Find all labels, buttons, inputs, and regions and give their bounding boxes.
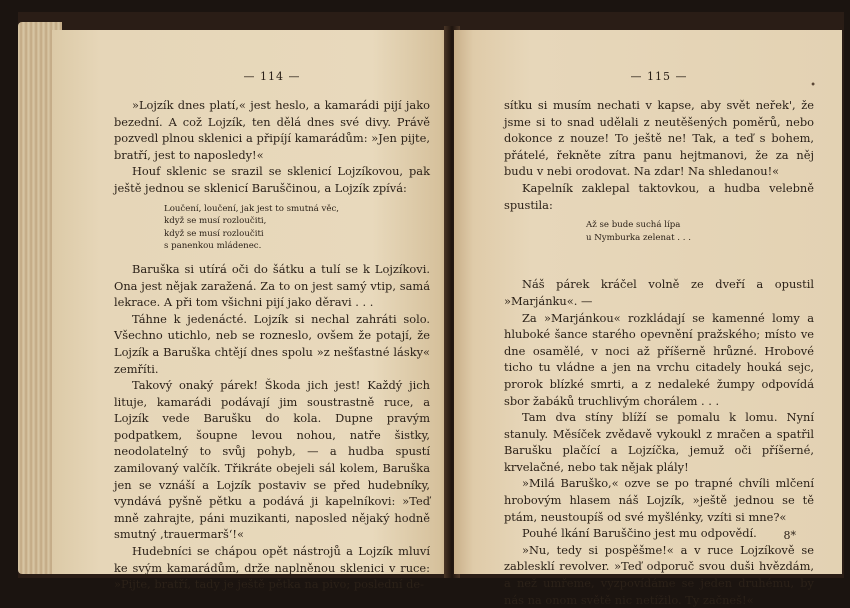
page-number: — 114 — [243, 70, 301, 83]
paragraph: Tam dva stíny blíží se pomalu k lomu. Nyní stanuly. Měsíček zvědavě vykoukl z mračen a spatřil Barušku plačící a Lojzíčka, jemuž oči příšerné, krvelačné, nebo tak nějak plály! [504, 410, 814, 474]
verse-line: u Nymburka zelenat . . . [586, 232, 691, 243]
paragraph: »Lojzík dnes platí,« jest heslo, a kamarádi pijí jako bezední. A což Lojzík, ten dělá dnes své divy. Právě pozvedl plnou sklenici a připíjí kamarádům: »Jen pijte, bratří, jest to naposledy!« [114, 98, 430, 162]
song-verse [586, 219, 814, 244]
paragraph: Kapelník zaklepal taktovkou, a hudba velebně spustila: [504, 180, 814, 212]
paragraph: Houf sklenic se srazil se sklenicí Lojzíkovou, pak ještě jednou se sklenicí Baruščinou, a Lojzík zpívá: [114, 164, 430, 195]
page-number: — 115 — [630, 70, 688, 83]
verse-line: Až se bude suchá lípa [586, 220, 681, 231]
paragraph: Takový onaký párek! Škoda jich jest! Každý jich lituje, kamarádi podávají jim soustrastně ruce, a Lojzík vede Barušku do kola. Dupne pravým podpatkem, šoupne levou nohou, natře šistky, neodolatelný to svůj pohyb, — a hudba spustí zamilovaný valčík. Třikráte obejeli sál kolem, Baruška jen se vznáší a Lojzík postaviv se před hudebníky, vyndává pyšně pětku a podává ji kapelníkovi: »Teď mně zahrajte, páni muzikanti, naposled nějaký hodně smutný ‚trauermarš‘!« [114, 378, 430, 542]
paragraph: »Nu, tedy si pospěšme!« a v ruce Lojzíkově se zablesklí revolver. »Teď odporuč svou duši hvězdám, a než umřeme, vyzpovídáme se jeden druhému, by nás na onom světě nic netížilo. Ty začneš!« [504, 542, 814, 607]
verse-line: s panenkou mládenec. [164, 241, 262, 252]
left-page [52, 30, 452, 592]
paragraph: sítku si musím nechati v kapse, aby svět neřek', že jsme si to snad udělali z neutěšených poměrů, nebo dokonce z nouze! To ještě ne! Tak, a teď s bohem, přátelé, řekněte zítra panu hejtmanovi, že za něj budu v nebi orodovat. Na zdar! Na shledanou!« [504, 98, 814, 179]
printer-signature: 8* [783, 529, 796, 542]
paragraph: Hudebníci se chápou opět nástrojů a Lojzík mluví ke svým kamarádům, drže naplněnou sklenici v ruce: »Pijte, bratří, tady je ještě pětka na pivo; poslední de- [114, 544, 430, 592]
paragraph: Táhne k jedenácté. Lojzík si nechal zahráti solo. Všechno utichlo, neb se rozneslo, ovšem že potají, že Lojzík a Baruška chtějí dnes spolu »z nešťastné lásky« zemříti. [114, 311, 430, 376]
page-mark: • [810, 80, 816, 91]
verse-line: když se musí rozloučiti [164, 228, 264, 239]
right-page [454, 30, 842, 607]
paragraph: Pouhé lkání Baruščino jest mu odpovědí. [522, 526, 757, 541]
paragraph: Za »Marjánkou« rozkládají se kamenné lomy a hluboké šance starého opevnění pražského; místo ve dne osamělé, v noci až příšerně hrůzné. Hrobové ticho tu vládne a jen na vrchu citadely houká sejc, prorok blízké smrti, a z nedaleké žumpy odpovídá sbor žabáků truchlivým chorálem . . . [504, 310, 814, 408]
song-verse [164, 203, 430, 253]
verse-line: Loučení, loučení, jak jest to smutná věc, [164, 203, 340, 214]
open-book [18, 12, 844, 607]
paragraph: Baruška si utírá oči do šátku a tulí se k Lojzíkovi. Ona jest nějak zaražená. Za to on jest samý vtip, samá lekrace. A při tom všichni pijí jako děravi . . . [114, 261, 430, 310]
verse-line: když se musí rozloučiti, [164, 216, 267, 227]
paragraph: »Milá Baruško,« ozve se po trapné chvíli mlčení hrobovým hlasem náš Lojzík, »ještě jednou se tě ptám, neustoupíš od své myšlénky, vzíti si mne?« [504, 476, 814, 524]
paragraph: Náš párek kráčel volně ze dveří a opustil »Marjánku«. — [504, 277, 814, 308]
